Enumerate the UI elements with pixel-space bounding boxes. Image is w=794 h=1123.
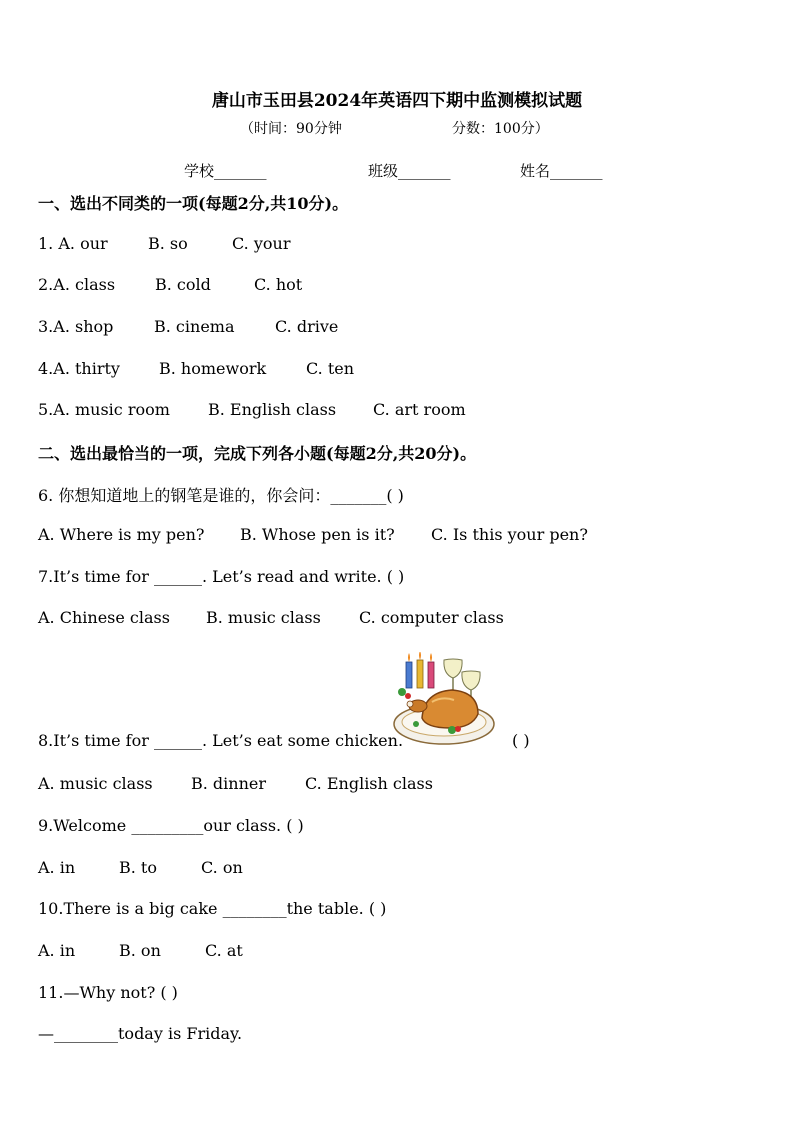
q2-b: B. cold <box>155 275 211 294</box>
q3-a: 3.A. shop <box>38 317 114 336</box>
q8-c: C. English class <box>305 774 433 793</box>
question-8-answer-paren: ( ) <box>512 731 530 750</box>
question-5 <box>38 400 466 419</box>
question-4 <box>38 359 354 378</box>
q6-a: A. Where is my pen? <box>38 525 205 544</box>
school-field: 学校_______ <box>184 162 267 180</box>
page-title: 唐山市玉田县2024年英语四下期中监测模拟试题 <box>211 91 583 111</box>
question-11-stem: 11.—Why not? ( ) <box>38 983 178 1002</box>
q4-b: B. homework <box>159 359 267 378</box>
question-8-stem: 8.It’s time for ______. Let’s eat some chicken. <box>38 731 404 750</box>
q7-c: C. computer class <box>359 608 504 627</box>
q2-c: C. hot <box>254 275 303 294</box>
class-field: 班级_______ <box>368 162 451 180</box>
question-10-options <box>38 941 243 960</box>
q5-c: C. art room <box>373 400 466 419</box>
q10-c: C. at <box>205 941 243 960</box>
q6-c: C. Is this your pen? <box>431 525 588 544</box>
q6-b: B. Whose pen is it? <box>240 525 395 544</box>
q7-a: A. Chinese class <box>38 608 170 627</box>
q1-b: B. so <box>148 234 188 253</box>
q5-a: 5.A. music room <box>38 400 170 419</box>
question-1 <box>38 234 290 253</box>
q1-c: C. your <box>232 234 291 253</box>
question-6-options <box>38 525 588 544</box>
section2-heading: 二、选出最恰当的一项，完成下列各小题(每题2分,共20分)。 <box>38 444 477 463</box>
name-field: 姓名_______ <box>520 162 603 180</box>
q5-b: B. English class <box>208 400 337 419</box>
question-10-stem: 10.There is a big cake ________the table. ( ) <box>38 899 387 918</box>
question-7-options <box>38 608 504 627</box>
roast-chicken-dinner-icon <box>392 652 498 748</box>
q9-a: A. in <box>38 858 76 877</box>
q3-b: B. cinema <box>154 317 235 336</box>
question-2 <box>38 275 302 294</box>
q10-a: A. in <box>38 941 76 960</box>
q8-b: B. dinner <box>191 774 267 793</box>
q9-c: C. on <box>201 858 243 877</box>
question-9-options <box>38 858 243 877</box>
q1-a: 1. A. our <box>38 234 108 253</box>
q7-b: B. music class <box>206 608 321 627</box>
question-9-stem: 9.Welcome _________our class. ( ) <box>38 816 304 835</box>
question-3 <box>38 317 338 336</box>
q4-c: C. ten <box>306 359 355 378</box>
exam-time: （时间：90分钟 <box>240 121 342 137</box>
q10-b: B. on <box>119 941 161 960</box>
question-8-options <box>38 774 433 793</box>
section1-heading: 一、选出不同类的一项(每题2分,共10分)。 <box>38 194 349 213</box>
q3-c: C. drive <box>275 317 339 336</box>
q4-a: 4.A. thirty <box>38 359 120 378</box>
question-7-stem: 7.It’s time for ______. Let’s read and write. ( ) <box>38 567 405 586</box>
q8-a: A. music class <box>38 774 153 793</box>
q2-a: 2.A. class <box>38 275 116 294</box>
question-6-stem: 6. 你想知道地上的钢笔是谁的，你会问：_______( ) <box>38 486 404 505</box>
exam-score: 分数：100分） <box>452 121 549 137</box>
q9-b: B. to <box>119 858 157 877</box>
question-11-line2: —________today is Friday. <box>38 1024 243 1043</box>
